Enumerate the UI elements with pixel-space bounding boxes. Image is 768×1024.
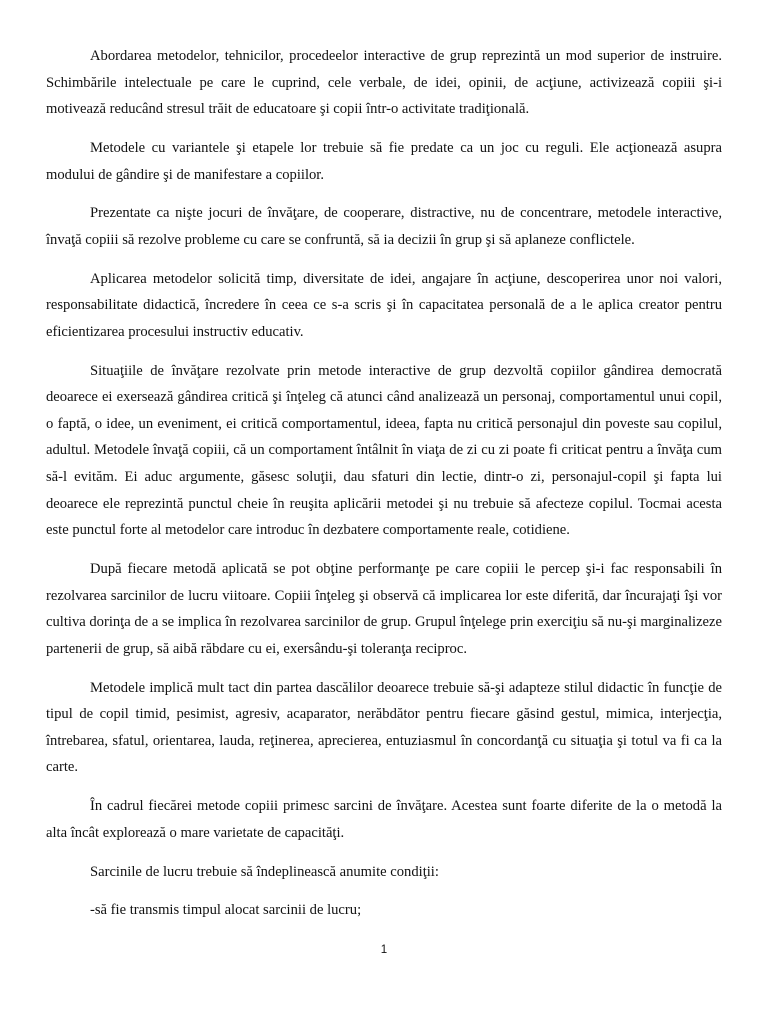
- paragraph-9: Sarcinile de lucru trebuie să îndeplinească anumite condiţii:: [90, 863, 439, 880]
- paragraph-7: Metodele implică mult tact din partea dascălilor deoarece trebuie să-şi adapteze stilul didactic în funcţie de tipul de copil timid, pesimist, agresiv, acaparator, nerăbdător pentru fiecare găsind gestul, mimica, interjecţia, întrebarea, sfatul, orientarea, lauda, reţinerea, aprecierea, entuziasmul în concordanţă cu situaţia şi totul va fi ca la carte.: [46, 679, 722, 776]
- paragraph-1: Abordarea metodelor, tehnicilor, procedeelor interactive de grup reprezintă un mod superior de instruire. Schimbările intelectuale pe care le cuprind, cele verbale, de idei, opinii, de acţiune, activizează copiii şi-i motivează reducând stresul trăit de educatoare şi copii într-o activitate tradiţională.: [46, 48, 722, 118]
- paragraph-2: Metodele cu variantele şi etapele lor trebuie să fie predate ca un joc cu reguli. Ele acţionează asupra modului de gândire şi de manifestare a copiilor.: [46, 139, 722, 183]
- paragraph-8: În cadrul fiecărei metode copiii primesc sarcini de învăţare. Acestea sunt foarte diferite de la o metodă la alta încât explorează o mare varietate de capacităţi.: [46, 798, 722, 841]
- paragraph-3: Prezentate ca nişte jocuri de învăţare, de cooperare, distractive, nu de concentrare, metodele interactive, învaţă copiii să rezolve probleme cu care se confruntă, să ia decizii în grup şi să aplaneze conflictele.: [46, 205, 722, 248]
- paragraph-6: După fiecare metodă aplicată se pot obţine performanţe pe care copiii le percep şi-i fac responsabili în rezolvarea sarcinilor de lucru viitoare. Copiii înţeleg şi observă că implicarea lor este diferită, dar încurajaţi îşi vor cultiva dorinţa de a se implica în rezolvarea sarcinilor de grup. Grupul înţelege prin exerciţiu să nu-şi marginalizeze partenerii de grup, să aibă răbdare cu ei, exersându-şi toleranţa reciproc.: [46, 561, 722, 657]
- paragraph-4: Aplicarea metodelor solicită timp, diversitate de idei, angajare în acţiune, descoperirea unor noi valori, responsabilitate didactică, încredere în ceea ce s-a scris şi în capacitatea personală de a le aplica creator pentru eficientizarea procesului instructiv educativ.: [46, 270, 722, 340]
- paragraph-10: -să fie transmis timpul alocat sarcinii de lucru;: [90, 902, 362, 919]
- paragraph-5: Situaţiile de învăţare rezolvate prin metode interactive de grup dezvoltă copiilor gândirea democrată deoarece ei exersează gândirea critică şi înţeleg că atunci când analizează un personaj, comportamentul unui copil, o faptă, o idee, un eveniment, ei critică comportamentul, ideea, fapta nu critică personajul din poveste sau copilul, adultul. Metodele învaţă copiii, că un comportament întâlnit în viaţa de zi cu zi poate fi criticat pentru a învăţa cum să-l evităm. Ei aduc argumente, găsesc soluţii, dau sfaturi din lectie, dintr-o zi, personajul-copil şi fapta lui deoarece ele reprezintă punctul cheie în reuşita aplicării metodei şi nu trebuie să afecteze copilul. Tocmai acesta este punctul forte al metodelor care introduc în dezbatere comportamente reale, cotidiene.: [46, 362, 722, 539]
- page-number: 1: [380, 944, 388, 956]
- document-body: [46, 43, 722, 924]
